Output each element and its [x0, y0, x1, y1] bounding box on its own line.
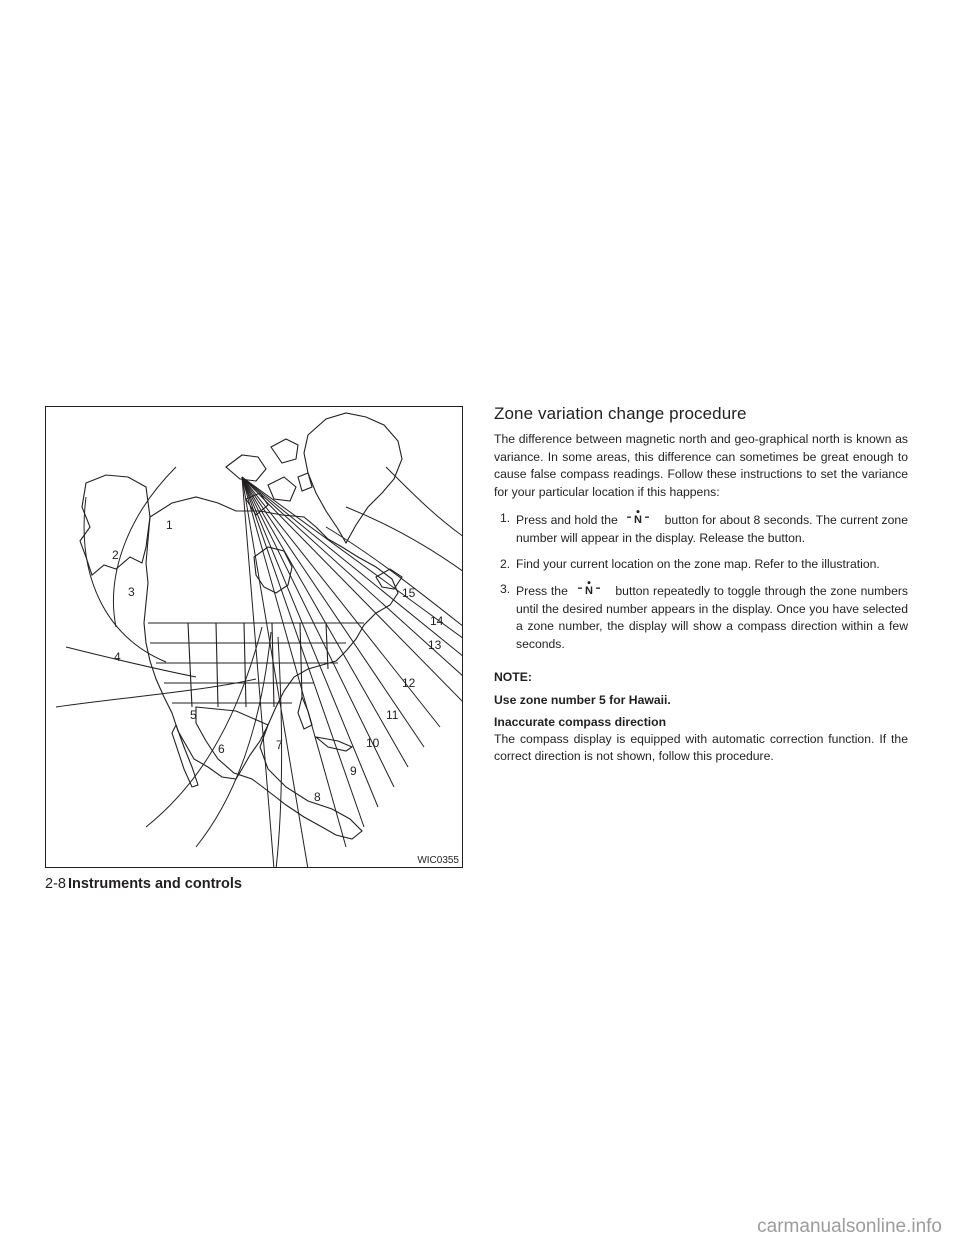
subheading: Inaccurate compass direction — [494, 714, 667, 729]
note-heading: NOTE: — [494, 669, 532, 684]
zone-boundary-line — [276, 637, 282, 868]
step-text-after: button for about 8 seconds. The current zone number will appear in the display. Release the button. — [516, 513, 908, 545]
zone-label-15: 15 — [402, 586, 416, 600]
text-column — [494, 404, 908, 775]
mexico-outline — [196, 707, 362, 839]
zone-label-14: 14 — [430, 614, 444, 628]
chapter-title: Instruments and controls — [67, 876, 242, 892]
step-text-before: Press and hold the — [516, 513, 618, 528]
compass-n-button-icon — [621, 510, 661, 527]
zone-label-10: 10 — [366, 736, 380, 750]
note-text: Use zone number 5 for Hawaii. — [494, 692, 671, 707]
step-text-before: Press the — [516, 584, 568, 599]
zone-label-4: 4 — [114, 650, 121, 664]
zone-boundary-line — [242, 477, 424, 747]
greenland-outline — [304, 413, 402, 543]
zone-boundary-line — [242, 477, 463, 657]
step-2 — [494, 556, 908, 574]
zone-label-2: 2 — [112, 548, 119, 562]
section-title: Zone variation change procedure — [494, 404, 747, 423]
page-number: 2-8 — [45, 876, 66, 892]
step-number: 3. — [500, 582, 511, 597]
step-text: Find your current location on the zone map. Refer to the illustration. — [516, 556, 880, 571]
zone-label-5: 5 — [190, 708, 197, 722]
zone-map-figure — [45, 406, 463, 868]
compass-n-button-icon — [572, 581, 612, 598]
zone-label-6: 6 — [218, 742, 225, 756]
step-text-after: button repeatedly to toggle through the zone numbers until the desired number appears in the display. Once you have selected a zone number, the display will show a compass direction within a few seconds. — [516, 584, 908, 651]
watermark: carmanualsonline.info — [757, 1216, 942, 1237]
zone-label-13: 13 — [428, 638, 442, 652]
zone-boundary-line — [66, 647, 196, 677]
subheading-paragraph: The compass display is equipped with automatic correction function. If the correct direction is not shown, follow this procedure. — [494, 731, 908, 764]
continent-outline — [144, 497, 398, 779]
zone-map-illustration — [46, 407, 463, 868]
zone-label-3: 3 — [128, 585, 135, 599]
zone-label-9: 9 — [350, 764, 357, 778]
step-1 — [494, 510, 908, 547]
zone-boundary-line — [84, 497, 166, 662]
zone-boundary-line — [386, 467, 463, 537]
intro-paragraph: The difference between magnetic north and geo-graphical north is known as variance. In some areas, this difference can sometimes be great enough to cause false compass readings. Follow these instructions to set the variance for your particular location if this happens: — [494, 432, 908, 499]
procedure-steps — [494, 510, 908, 653]
zone-label-1: 1 — [166, 518, 173, 532]
zone-label-7: 7 — [276, 738, 283, 752]
step-number: 1. — [500, 511, 511, 526]
zone-label-12: 12 — [402, 676, 416, 690]
page-footer — [45, 876, 242, 892]
step-3 — [494, 581, 908, 653]
arctic-islands — [226, 439, 312, 515]
step-number: 2. — [500, 556, 511, 571]
maritime-outline — [376, 569, 402, 589]
zone-label-11: 11 — [386, 708, 399, 722]
zone-label-8: 8 — [314, 790, 321, 804]
svg-text:N: N — [584, 585, 593, 598]
figure-code: WIC0355 — [417, 855, 459, 866]
zone-boundary-line — [114, 467, 177, 627]
zone-boundary-line — [196, 632, 271, 847]
zone-boundary-line — [346, 507, 463, 572]
svg-text:N: N — [634, 514, 643, 527]
